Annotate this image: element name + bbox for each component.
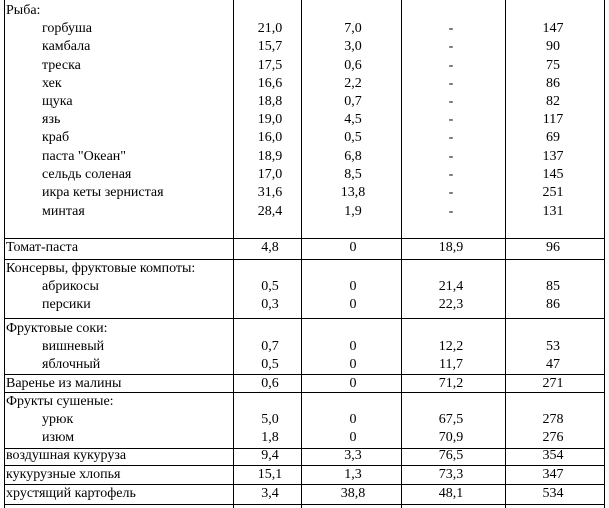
row-divider: [4, 238, 605, 239]
row-divider: [4, 484, 605, 485]
cell-kcal: 354: [542, 448, 564, 463]
cell-kcal: 147: [542, 21, 564, 36]
item-name: урюк: [42, 412, 74, 427]
cell-carbs: 21,4: [438, 279, 464, 294]
cell-carbs: 71,2: [438, 376, 464, 391]
item-name: горбуша: [42, 21, 92, 36]
cell-fat: 0: [349, 430, 357, 445]
cell-carbs: -: [448, 130, 454, 145]
cell-kcal: 278: [542, 412, 564, 427]
cell-fat: 13,8: [340, 185, 366, 200]
cell-carbs: -: [448, 76, 454, 91]
cell-fat: 8,5: [344, 167, 362, 182]
item-name: сельдь соленая: [42, 167, 132, 182]
cell-fat: 0: [349, 279, 357, 294]
cell-fat: 2,2: [344, 76, 362, 91]
column-divider: [401, 0, 402, 508]
cell-fat: 0: [349, 339, 357, 354]
cell-fat: 4,5: [344, 112, 362, 127]
cell-carbs: -: [448, 39, 454, 54]
item-name: треска: [42, 58, 81, 73]
item-name: изюм: [42, 430, 75, 445]
cell-carbs: -: [448, 112, 454, 127]
cell-kcal: 90: [546, 39, 560, 54]
cell-carbs: 22,3: [438, 297, 464, 312]
category-name: воздушная кукуруза: [6, 448, 127, 463]
cell-carbs: -: [448, 185, 454, 200]
cell-kcal: 85: [546, 279, 560, 294]
cell-protein: 21,0: [257, 21, 283, 36]
cell-protein: 18,9: [257, 149, 283, 164]
row-divider: [4, 374, 605, 375]
column-divider: [233, 0, 234, 508]
cell-fat: 0,7: [344, 94, 362, 109]
cell-protein: 0,5: [261, 357, 279, 372]
column-divider: [301, 0, 302, 508]
cell-protein: 17,5: [257, 58, 283, 73]
cell-kcal: 47: [546, 357, 560, 372]
cell-kcal: 271: [542, 376, 564, 391]
cell-kcal: 276: [542, 430, 564, 445]
cell-protein: 5,0: [261, 412, 279, 427]
item-name: персики: [42, 297, 91, 312]
cell-protein: 9,4: [261, 448, 279, 463]
cell-kcal: 534: [542, 486, 564, 501]
category-name: кукурузные хлопья: [6, 467, 121, 482]
cell-kcal: 53: [546, 339, 560, 354]
cell-protein: 0,7: [261, 339, 279, 354]
cell-carbs: -: [448, 94, 454, 109]
cell-protein: 15,7: [257, 39, 283, 54]
cell-carbs: 70,9: [438, 430, 464, 445]
cell-carbs: -: [448, 204, 454, 219]
cell-kcal: 117: [542, 112, 564, 127]
item-name: паста "Океан": [42, 149, 127, 164]
cell-kcal: 96: [546, 240, 560, 255]
cell-protein: 4,8: [261, 240, 279, 255]
cell-kcal: 69: [546, 130, 560, 145]
cell-fat: 0: [349, 240, 357, 255]
row-divider: [4, 392, 605, 393]
cell-kcal: 347: [542, 467, 564, 482]
category-name: Варенье из малины: [6, 376, 122, 391]
cell-carbs: 67,5: [438, 412, 464, 427]
cell-kcal: 251: [542, 185, 564, 200]
cell-protein: 31,6: [257, 185, 283, 200]
cell-protein: 17,0: [257, 167, 283, 182]
category-name: хрустящий картофель: [6, 486, 136, 501]
item-name: краб: [42, 130, 70, 145]
row-divider: [4, 318, 605, 319]
category-name: Консервы, фруктовые компоты:: [6, 261, 196, 276]
cell-kcal: 75: [546, 58, 560, 73]
cell-fat: 1,9: [344, 204, 362, 219]
cell-carbs: -: [448, 149, 454, 164]
item-name: вишневый: [42, 339, 105, 354]
category-name: Томат-паста: [6, 240, 79, 255]
cell-carbs: 18,9: [438, 240, 464, 255]
cell-fat: 7,0: [344, 21, 362, 36]
cell-protein: 16,0: [257, 130, 283, 145]
cell-protein: 28,4: [257, 204, 283, 219]
cell-fat: 0,6: [344, 58, 362, 73]
cell-protein: 0,3: [261, 297, 279, 312]
cell-protein: 18,8: [257, 94, 283, 109]
cell-protein: 3,4: [261, 486, 279, 501]
item-name: язь: [42, 112, 61, 127]
cell-fat: 0: [349, 297, 357, 312]
cell-carbs: 76,5: [438, 448, 464, 463]
item-name: минтая: [42, 204, 85, 219]
cell-kcal: 86: [546, 297, 560, 312]
category-name: Рыба:: [6, 3, 41, 18]
cell-fat: 6,8: [344, 149, 362, 164]
column-divider: [505, 0, 506, 508]
cell-carbs: 73,3: [438, 467, 464, 482]
item-name: камбала: [42, 39, 91, 54]
cell-carbs: -: [448, 21, 454, 36]
cell-carbs: 11,7: [439, 357, 463, 372]
cell-protein: 19,0: [257, 112, 283, 127]
cell-carbs: -: [448, 58, 454, 73]
cell-kcal: 131: [542, 204, 564, 219]
cell-fat: 0: [349, 357, 357, 372]
cell-kcal: 86: [546, 76, 560, 91]
cell-protein: 15,1: [257, 467, 283, 482]
cell-fat: 3,3: [344, 448, 362, 463]
cell-fat: 3,0: [344, 39, 362, 54]
cell-protein: 0,6: [261, 376, 279, 391]
cell-kcal: 82: [546, 94, 560, 109]
item-name: яблочный: [42, 357, 101, 372]
cell-carbs: 48,1: [438, 486, 464, 501]
row-divider: [4, 259, 605, 260]
cell-fat: 0,5: [344, 130, 362, 145]
category-name: Фрукты сушеные:: [6, 394, 114, 409]
row-divider: [4, 465, 605, 466]
cell-carbs: 12,2: [438, 339, 464, 354]
category-name: Фруктовые соки:: [6, 321, 108, 336]
cell-carbs: -: [448, 167, 454, 182]
cell-fat: 0: [349, 376, 357, 391]
column-divider: [604, 0, 605, 508]
cell-kcal: 137: [542, 149, 564, 164]
cell-fat: 38,8: [340, 486, 366, 501]
cell-fat: 0: [349, 412, 357, 427]
item-name: абрикосы: [42, 279, 99, 294]
item-name: хек: [42, 76, 62, 91]
cell-protein: 0,5: [261, 279, 279, 294]
item-name: щука: [42, 94, 73, 109]
row-divider: [4, 504, 605, 505]
cell-kcal: 145: [542, 167, 564, 182]
column-divider: [4, 0, 5, 508]
cell-protein: 16,6: [257, 76, 283, 91]
cell-fat: 1,3: [344, 467, 362, 482]
item-name: икра кеты зернистая: [42, 185, 164, 200]
cell-protein: 1,8: [261, 430, 279, 445]
